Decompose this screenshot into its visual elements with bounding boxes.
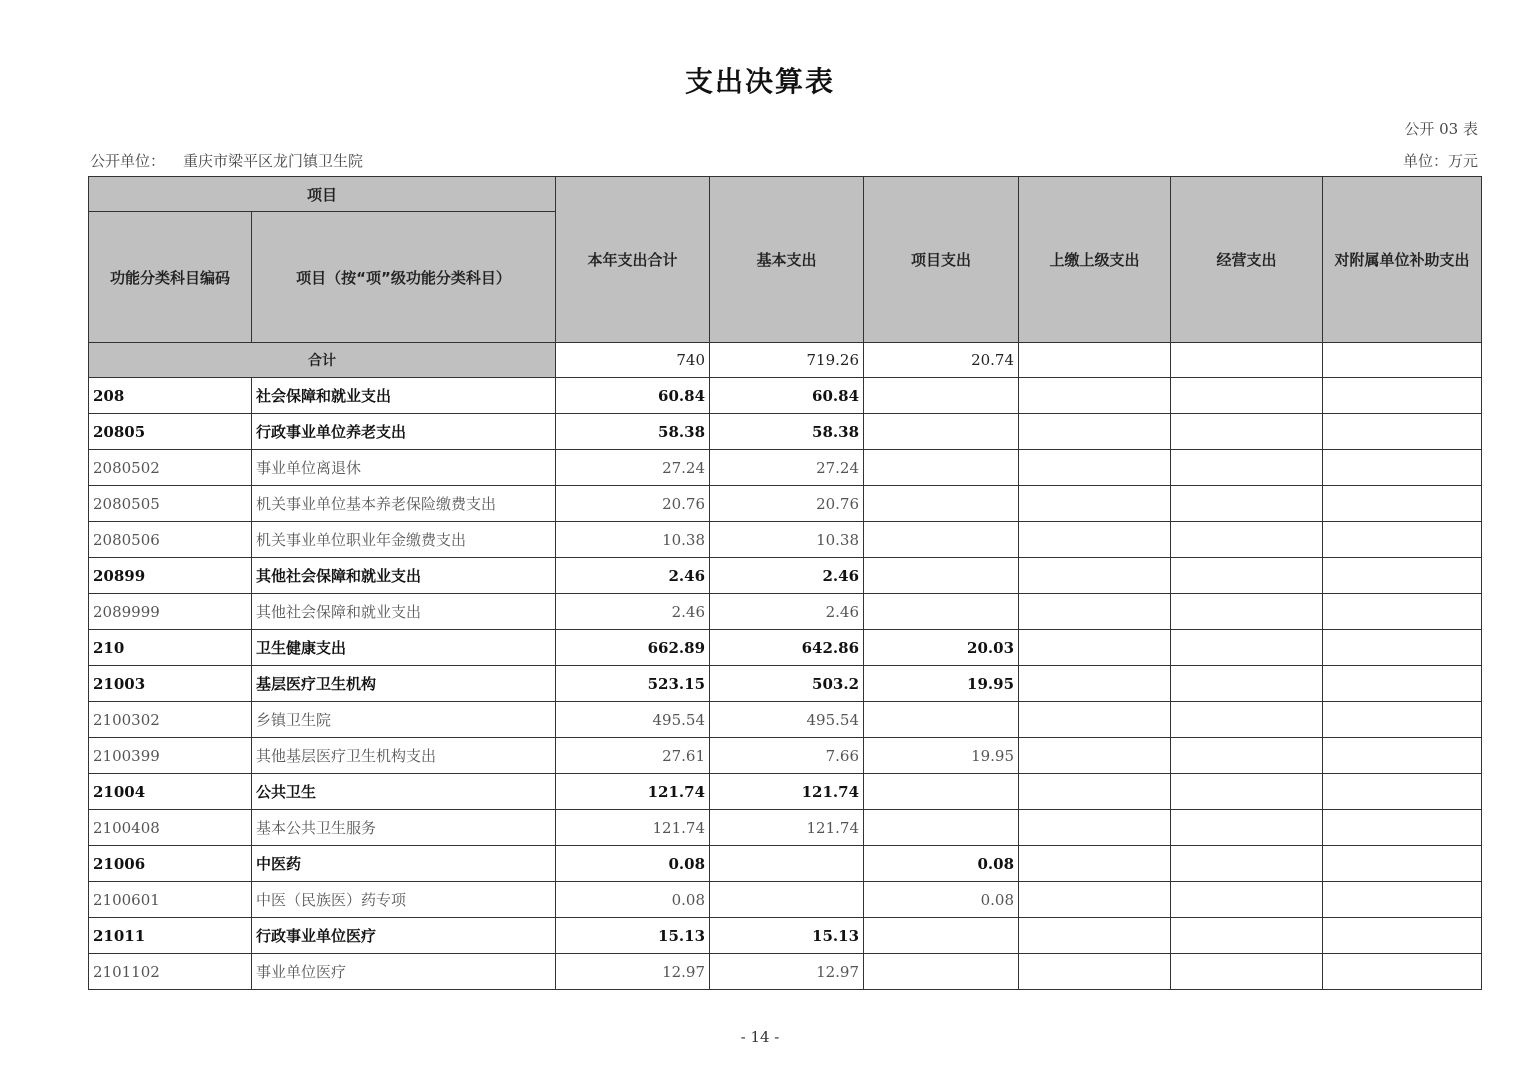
cell-upper — [1019, 882, 1171, 918]
cell-subsidy — [1323, 774, 1482, 810]
cell-total: 2.46 — [556, 594, 710, 630]
cell-code: 20899 — [89, 558, 252, 594]
cell-business — [1171, 558, 1323, 594]
cell-project — [864, 702, 1019, 738]
cell-upper — [1019, 414, 1171, 450]
cell-name: 基本公共卫生服务 — [252, 810, 556, 846]
total-upper — [1019, 343, 1171, 378]
cell-project: 0.08 — [864, 846, 1019, 882]
cell-project: 19.95 — [864, 666, 1019, 702]
cell-business — [1171, 666, 1323, 702]
cell-total: 2.46 — [556, 558, 710, 594]
total-basic: 719.26 — [710, 343, 864, 378]
cell-project: 0.08 — [864, 882, 1019, 918]
cell-name: 事业单位医疗 — [252, 954, 556, 990]
cell-subsidy — [1323, 594, 1482, 630]
cell-code: 2100601 — [89, 882, 252, 918]
header-total: 本年支出合计 — [556, 177, 710, 343]
cell-basic: 642.86 — [710, 630, 864, 666]
table-row — [89, 414, 1482, 450]
cell-upper — [1019, 594, 1171, 630]
cell-subsidy — [1323, 954, 1482, 990]
total-business — [1171, 343, 1323, 378]
cell-code: 21004 — [89, 774, 252, 810]
cell-code: 21003 — [89, 666, 252, 702]
cell-project — [864, 810, 1019, 846]
cell-project — [864, 954, 1019, 990]
table-row — [89, 738, 1482, 774]
cell-total: 0.08 — [556, 882, 710, 918]
cell-subsidy — [1323, 558, 1482, 594]
cell-upper — [1019, 630, 1171, 666]
cell-basic: 10.38 — [710, 522, 864, 558]
cell-project — [864, 450, 1019, 486]
cell-business — [1171, 810, 1323, 846]
cell-subsidy — [1323, 882, 1482, 918]
cell-business — [1171, 414, 1323, 450]
cell-name: 中医药 — [252, 846, 556, 882]
cell-name: 其他社会保障和就业支出 — [252, 594, 556, 630]
cell-code: 21006 — [89, 846, 252, 882]
cell-total: 0.08 — [556, 846, 710, 882]
cell-upper — [1019, 702, 1171, 738]
cell-subsidy — [1323, 810, 1482, 846]
cell-code: 2100408 — [89, 810, 252, 846]
table-row — [89, 810, 1482, 846]
cell-total: 10.38 — [556, 522, 710, 558]
cell-code: 2101102 — [89, 954, 252, 990]
header-project: 项目支出 — [864, 177, 1019, 343]
cell-business — [1171, 594, 1323, 630]
cell-code: 2100399 — [89, 738, 252, 774]
cell-project — [864, 774, 1019, 810]
page-title: 支出决算表 — [684, 65, 835, 98]
header-upper: 上缴上级支出 — [1019, 177, 1171, 343]
table-row — [89, 846, 1482, 882]
cell-basic: 7.66 — [710, 738, 864, 774]
currency-unit: 单位：万元 — [1402, 152, 1478, 170]
cell-subsidy — [1323, 522, 1482, 558]
cell-business — [1171, 450, 1323, 486]
cell-code: 2100302 — [89, 702, 252, 738]
total-sum: 740 — [556, 343, 710, 378]
cell-project — [864, 414, 1019, 450]
cell-business — [1171, 486, 1323, 522]
table-row — [89, 774, 1482, 810]
table-row — [89, 954, 1482, 990]
table-row — [89, 486, 1482, 522]
cell-name: 社会保障和就业支出 — [252, 378, 556, 414]
reporting-unit — [90, 150, 363, 171]
cell-basic: 15.13 — [710, 918, 864, 954]
cell-project — [864, 918, 1019, 954]
total-project: 20.74 — [864, 343, 1019, 378]
cell-project — [864, 522, 1019, 558]
cell-total: 20.76 — [556, 486, 710, 522]
cell-upper — [1019, 810, 1171, 846]
cell-name: 机关事业单位职业年金缴费支出 — [252, 522, 556, 558]
header-name: 项目（按“项”级功能分类科目） — [252, 212, 556, 343]
cell-business — [1171, 954, 1323, 990]
cell-subsidy — [1323, 630, 1482, 666]
cell-name: 公共卫生 — [252, 774, 556, 810]
cell-total: 12.97 — [556, 954, 710, 990]
table-row — [89, 882, 1482, 918]
table-row — [89, 666, 1482, 702]
cell-subsidy — [1323, 846, 1482, 882]
cell-business — [1171, 774, 1323, 810]
cell-business — [1171, 918, 1323, 954]
header-basic: 基本支出 — [710, 177, 864, 343]
cell-basic: 503.2 — [710, 666, 864, 702]
cell-total: 121.74 — [556, 810, 710, 846]
cell-business — [1171, 702, 1323, 738]
cell-basic: 121.74 — [710, 810, 864, 846]
cell-upper — [1019, 666, 1171, 702]
cell-name: 基层医疗卫生机构 — [252, 666, 556, 702]
cell-business — [1171, 522, 1323, 558]
cell-business — [1171, 738, 1323, 774]
cell-total: 27.24 — [556, 450, 710, 486]
header-business: 经营支出 — [1171, 177, 1323, 343]
cell-subsidy — [1323, 918, 1482, 954]
cell-code: 2089999 — [89, 594, 252, 630]
total-row — [89, 343, 1482, 378]
table-row — [89, 702, 1482, 738]
table-row — [89, 522, 1482, 558]
cell-name: 机关事业单位基本养老保险缴费支出 — [252, 486, 556, 522]
cell-code: 20805 — [89, 414, 252, 450]
cell-total: 121.74 — [556, 774, 710, 810]
cell-subsidy — [1323, 738, 1482, 774]
cell-name: 行政事业单位医疗 — [252, 918, 556, 954]
cell-total: 495.54 — [556, 702, 710, 738]
page-number: - 14 - — [740, 1028, 780, 1046]
table-row — [89, 450, 1482, 486]
table-row — [89, 630, 1482, 666]
cell-code: 2080506 — [89, 522, 252, 558]
cell-subsidy — [1323, 666, 1482, 702]
cell-upper — [1019, 846, 1171, 882]
cell-basic: 58.38 — [710, 414, 864, 450]
cell-business — [1171, 882, 1323, 918]
cell-upper — [1019, 918, 1171, 954]
cell-upper — [1019, 522, 1171, 558]
table-row — [89, 378, 1482, 414]
cell-upper — [1019, 954, 1171, 990]
cell-upper — [1019, 486, 1171, 522]
cell-subsidy — [1323, 414, 1482, 450]
cell-basic: 27.24 — [710, 450, 864, 486]
cell-total: 27.61 — [556, 738, 710, 774]
cell-subsidy — [1323, 450, 1482, 486]
cell-project: 19.95 — [864, 738, 1019, 774]
table-row — [89, 594, 1482, 630]
cell-project: 20.03 — [864, 630, 1019, 666]
cell-business — [1171, 378, 1323, 414]
cell-basic: 2.46 — [710, 558, 864, 594]
table-row — [89, 558, 1482, 594]
cell-subsidy — [1323, 378, 1482, 414]
cell-business — [1171, 846, 1323, 882]
expenditure-table — [88, 176, 1482, 990]
table-row — [89, 918, 1482, 954]
cell-project — [864, 486, 1019, 522]
cell-basic — [710, 882, 864, 918]
cell-upper — [1019, 558, 1171, 594]
table-body — [89, 343, 1482, 990]
header-code: 功能分类科目编码 — [89, 212, 252, 343]
cell-total: 58.38 — [556, 414, 710, 450]
cell-total: 60.84 — [556, 378, 710, 414]
total-subsidy — [1323, 343, 1482, 378]
cell-business — [1171, 630, 1323, 666]
header-subsidy: 对附属单位补助支出 — [1323, 177, 1482, 343]
reporting-unit-name: 重庆市梁平区龙门镇卫生院 — [183, 152, 364, 170]
cell-name: 其他基层医疗卫生机构支出 — [252, 738, 556, 774]
cell-upper — [1019, 450, 1171, 486]
cell-basic: 60.84 — [710, 378, 864, 414]
cell-subsidy — [1323, 702, 1482, 738]
cell-basic: 121.74 — [710, 774, 864, 810]
form-number: 公开 03 表 — [1404, 120, 1478, 138]
cell-upper — [1019, 378, 1171, 414]
reporting-unit-label: 公开单位： — [90, 152, 166, 170]
cell-name: 卫生健康支出 — [252, 630, 556, 666]
cell-total: 662.89 — [556, 630, 710, 666]
cell-basic: 2.46 — [710, 594, 864, 630]
cell-total: 523.15 — [556, 666, 710, 702]
cell-upper — [1019, 774, 1171, 810]
cell-project — [864, 378, 1019, 414]
cell-name: 事业单位离退休 — [252, 450, 556, 486]
cell-basic — [710, 846, 864, 882]
header-item: 项目 — [89, 177, 556, 212]
cell-project — [864, 594, 1019, 630]
cell-basic: 495.54 — [710, 702, 864, 738]
cell-subsidy — [1323, 486, 1482, 522]
cell-name: 中医（民族医）药专项 — [252, 882, 556, 918]
cell-basic: 20.76 — [710, 486, 864, 522]
cell-project — [864, 558, 1019, 594]
cell-code: 210 — [89, 630, 252, 666]
cell-basic: 12.97 — [710, 954, 864, 990]
total-label: 合计 — [89, 343, 556, 378]
cell-code: 2080502 — [89, 450, 252, 486]
cell-code: 208 — [89, 378, 252, 414]
cell-code: 2080505 — [89, 486, 252, 522]
cell-name: 其他社会保障和就业支出 — [252, 558, 556, 594]
cell-name: 行政事业单位养老支出 — [252, 414, 556, 450]
cell-total: 15.13 — [556, 918, 710, 954]
cell-upper — [1019, 738, 1171, 774]
cell-code: 21011 — [89, 918, 252, 954]
cell-name: 乡镇卫生院 — [252, 702, 556, 738]
